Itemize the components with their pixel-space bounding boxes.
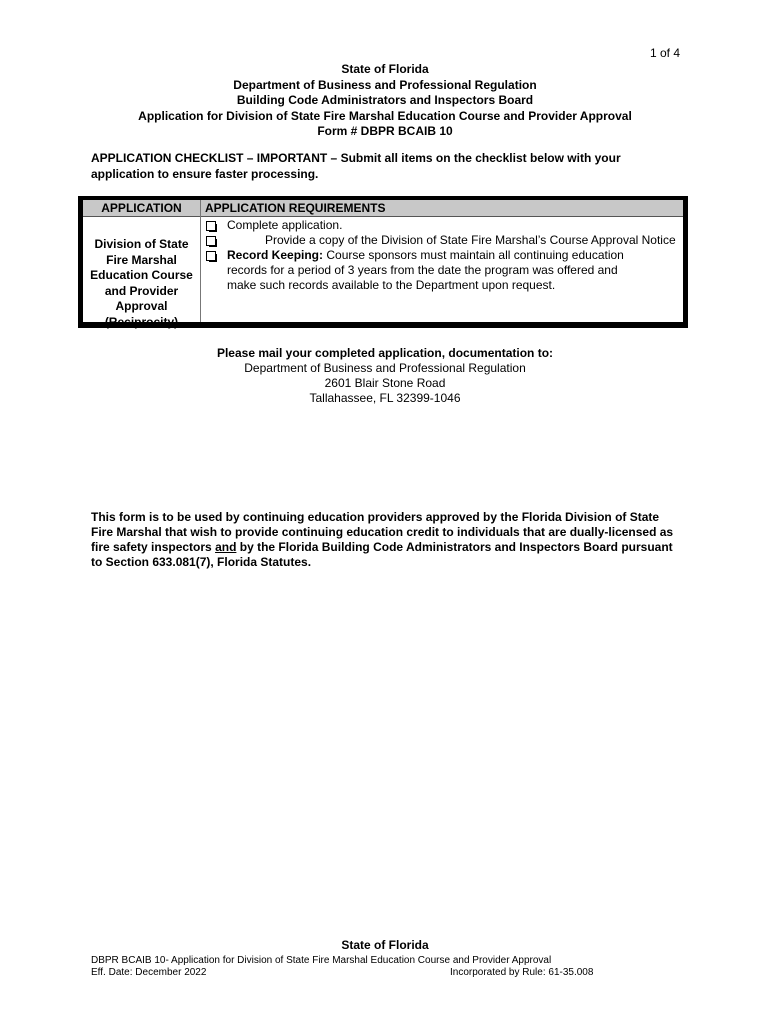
page-number: 1 of 4 (649, 46, 680, 60)
requirement-text-wrapper (227, 248, 645, 293)
checkbox-icon[interactable] (206, 236, 216, 246)
notice-underlined: and (215, 540, 237, 554)
checkbox-icon[interactable] (206, 221, 216, 231)
mail-address-line3: Tallahassee, FL 32399-1046 (309, 391, 461, 405)
mail-address-line1: Department of Business and Professional Regulation (244, 361, 526, 375)
header-board: Building Code Administrators and Inspectors Board (236, 93, 534, 107)
requirement-text: Course sponsors must maintain all continuing education records for a period of 3 years from the date the program was offered and make such records available to the Department upon request. (227, 248, 624, 292)
footer-effective-date: Eff. Date: December 2022 (91, 967, 207, 978)
requirement-text: Complete application. (227, 218, 343, 232)
checklist-table (78, 196, 688, 328)
usage-notice (91, 510, 681, 570)
footer-description: DBPR BCAIB 10- Application for Division of State Fire Marshal Education Course and Provider Approval (91, 955, 552, 966)
header-application-title: Application for Division of State Fire Marshal Education Course and Provider Approval (138, 108, 632, 123)
application-name: Division of State Fire Marshal Education Course and Provider Approval (Reciprocity) (90, 237, 193, 329)
requirements-column-header: APPLICATION REQUIREMENTS (201, 200, 683, 217)
mail-heading: Please mail your completed application, documentation to: (216, 346, 554, 360)
notice-part2: by the Florida Building Code Administrators and Inspectors Board pursuant to Section 633.081(7), Florida Statutes. (91, 540, 673, 569)
footer-state: State of Florida (341, 938, 429, 952)
requirement-item (206, 218, 683, 233)
requirement-item (206, 233, 683, 248)
requirement-bold-label: Record Keeping: (227, 248, 324, 262)
header-form-number: Form # DBPR BCAIB 10 (317, 124, 453, 138)
mailing-instructions (90, 346, 680, 406)
mail-address-line2: 2601 Blair Stone Road (324, 376, 446, 390)
footer-rule: Incorporated by Rule: 61-35.008 (450, 967, 594, 978)
checkbox-icon[interactable] (206, 251, 216, 261)
requirements-list (201, 217, 683, 293)
notice-part1: This form is to be used by continuing education providers approved by the Florida Division of State Fire Marshal that wish to provide continuing education credit to individuals that are dually-licensed as fire safety inspectors (91, 510, 674, 554)
checklist-intro: APPLICATION CHECKLIST – IMPORTANT – Submit all items on the checklist below with your application to ensure faster processing. (91, 151, 621, 181)
requirements-column (201, 200, 683, 322)
requirement-text: Provide a copy of the Division of State Fire Marshal’s Course Approval Notice (265, 233, 676, 247)
header-state: State of Florida (341, 62, 429, 76)
application-column-header: APPLICATION (83, 200, 200, 217)
requirement-item (206, 248, 683, 293)
application-column (83, 200, 201, 329)
header-department: Department of Business and Professional Regulation (233, 77, 537, 92)
document-header (90, 62, 680, 140)
